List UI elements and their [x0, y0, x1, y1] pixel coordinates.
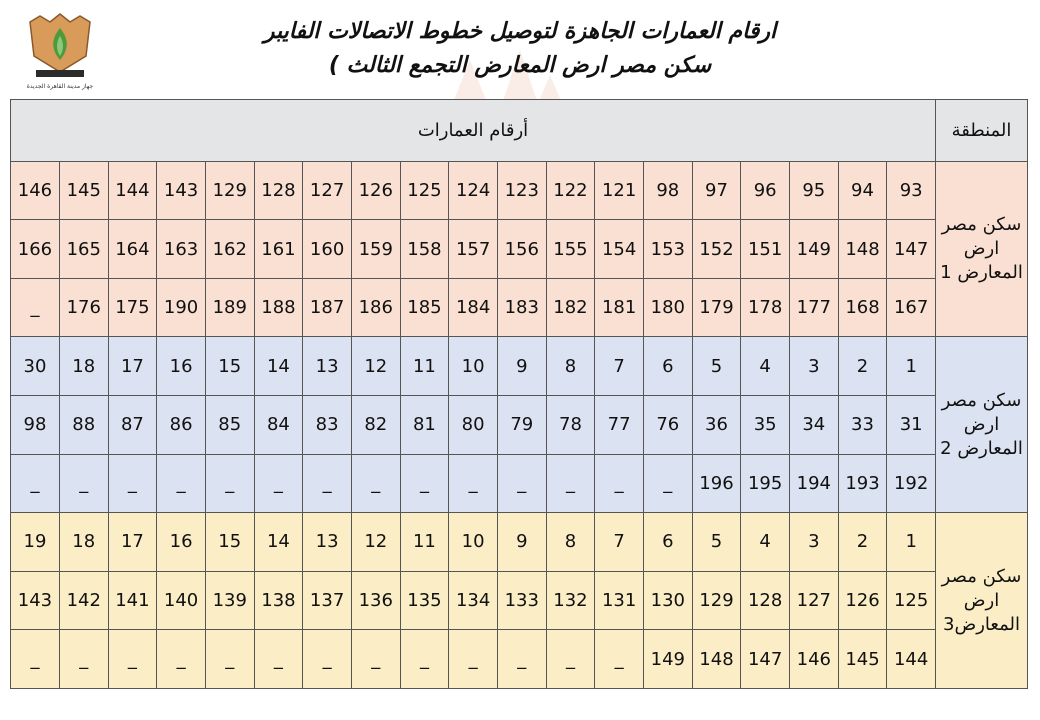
building-number-cell: 145	[838, 630, 887, 689]
building-number-cell: 17	[108, 513, 157, 572]
building-number-cell: 124	[449, 161, 498, 220]
building-number-cell: 189	[205, 278, 254, 337]
building-number-cell: 8	[546, 513, 595, 572]
building-number-cell: 127	[789, 571, 838, 630]
building-number-cell: 35	[741, 396, 790, 455]
building-number-cell: 140	[157, 571, 206, 630]
building-number-cell: _	[59, 454, 108, 513]
building-number-cell: 149	[789, 220, 838, 279]
building-number-cell: 177	[789, 278, 838, 337]
building-number-cell: 159	[351, 220, 400, 279]
building-number-cell: 12	[351, 513, 400, 572]
building-number-cell: 95	[789, 161, 838, 220]
building-number-cell: 1	[887, 337, 936, 396]
building-number-cell: 148	[692, 630, 741, 689]
building-number-cell: 187	[303, 278, 352, 337]
building-number-cell: 31	[887, 396, 936, 455]
building-number-cell: 10	[449, 337, 498, 396]
logo-emblem-icon	[22, 12, 98, 92]
building-number-cell: 165	[59, 220, 108, 279]
authority-logo	[22, 12, 98, 92]
zone-label-3: سكن مصر ارض المعارض3	[936, 513, 1028, 689]
building-number-cell: 18	[59, 513, 108, 572]
building-number-cell: 84	[254, 396, 303, 455]
building-number-cell: 86	[157, 396, 206, 455]
building-number-cell: 2	[838, 337, 887, 396]
building-number-cell: _	[108, 454, 157, 513]
building-number-cell: _	[449, 630, 498, 689]
building-number-cell: _	[59, 630, 108, 689]
table-row	[11, 337, 1028, 396]
building-number-cell: 80	[449, 396, 498, 455]
building-number-cell: 182	[546, 278, 595, 337]
building-number-cell: 5	[692, 513, 741, 572]
zone-label-1: سكن مصر ارض المعارض 1	[936, 161, 1028, 337]
building-number-cell: _	[303, 454, 352, 513]
building-number-cell: 139	[205, 571, 254, 630]
building-number-cell: 87	[108, 396, 157, 455]
building-number-cell: 188	[254, 278, 303, 337]
building-number-cell: 36	[692, 396, 741, 455]
building-number-cell: 128	[741, 571, 790, 630]
building-number-cell: _	[546, 630, 595, 689]
building-number-cell: 163	[157, 220, 206, 279]
building-number-cell: 11	[400, 337, 449, 396]
building-number-cell: 14	[254, 513, 303, 572]
building-number-cell: 144	[887, 630, 936, 689]
building-number-cell: _	[11, 630, 60, 689]
building-number-cell: 85	[205, 396, 254, 455]
building-number-cell: 181	[595, 278, 644, 337]
building-number-cell: _	[254, 454, 303, 513]
building-number-cell: _	[351, 630, 400, 689]
building-number-cell: 128	[254, 161, 303, 220]
building-number-cell: 168	[838, 278, 887, 337]
building-number-cell: 15	[205, 337, 254, 396]
building-number-cell: _	[400, 454, 449, 513]
building-number-cell: 143	[11, 571, 60, 630]
building-number-cell: 126	[838, 571, 887, 630]
building-number-cell: 137	[303, 571, 352, 630]
building-number-cell: 11	[400, 513, 449, 572]
building-number-cell: 5	[692, 337, 741, 396]
building-number-cell: _	[205, 630, 254, 689]
building-number-cell: 176	[59, 278, 108, 337]
building-number-cell: _	[157, 630, 206, 689]
building-number-cell: 192	[887, 454, 936, 513]
building-number-cell: 93	[887, 161, 936, 220]
building-number-cell: _	[11, 454, 60, 513]
building-number-cell: 96	[741, 161, 790, 220]
building-number-cell: 157	[449, 220, 498, 279]
building-number-cell: 141	[108, 571, 157, 630]
numbers-column-header: أرقام العمارات	[11, 100, 936, 162]
building-number-cell: 4	[741, 513, 790, 572]
building-number-cell: 7	[595, 337, 644, 396]
building-number-cell: 167	[887, 278, 936, 337]
table-row	[11, 278, 1028, 337]
building-number-cell: 13	[303, 513, 352, 572]
building-number-cell: 2	[838, 513, 887, 572]
building-number-cell: 3	[789, 513, 838, 572]
page-title: ارقام العمارات الجاهزة لتوصيل خطوط الاتصالات الفايبر	[263, 19, 777, 44]
logo-caption: جهاز مدينة القاهرة الجديدة	[26, 83, 94, 90]
building-number-cell: 19	[11, 513, 60, 572]
building-number-cell: 133	[497, 571, 546, 630]
building-number-cell: 190	[157, 278, 206, 337]
building-number-cell: 194	[789, 454, 838, 513]
building-number-cell: 147	[741, 630, 790, 689]
building-number-cell: 77	[595, 396, 644, 455]
table-row	[11, 513, 1028, 572]
building-number-cell: 1	[887, 513, 936, 572]
building-number-cell: 175	[108, 278, 157, 337]
building-number-cell: 156	[497, 220, 546, 279]
building-number-cell: 161	[254, 220, 303, 279]
building-number-cell: _	[497, 630, 546, 689]
building-number-cell: 10	[449, 513, 498, 572]
building-number-cell: 6	[643, 337, 692, 396]
building-number-cell: 4	[741, 337, 790, 396]
building-number-cell: _	[254, 630, 303, 689]
building-number-cell: 166	[11, 220, 60, 279]
building-number-cell: 97	[692, 161, 741, 220]
building-number-cell: 186	[351, 278, 400, 337]
building-number-cell: 15	[205, 513, 254, 572]
building-number-cell: 94	[838, 161, 887, 220]
building-number-cell: 9	[497, 337, 546, 396]
building-number-cell: 146	[11, 161, 60, 220]
building-number-cell: 122	[546, 161, 595, 220]
building-number-cell: 83	[303, 396, 352, 455]
building-number-cell: _	[400, 630, 449, 689]
building-number-cell: 195	[741, 454, 790, 513]
building-number-cell: 134	[449, 571, 498, 630]
building-number-cell: 158	[400, 220, 449, 279]
building-number-cell: 138	[254, 571, 303, 630]
building-number-cell: 8	[546, 337, 595, 396]
table-header-row	[11, 100, 1028, 162]
building-number-cell: 153	[643, 220, 692, 279]
building-number-cell: _	[351, 454, 400, 513]
building-number-cell: 183	[497, 278, 546, 337]
building-number-cell: 30	[11, 337, 60, 396]
building-number-cell: 34	[789, 396, 838, 455]
building-number-cell: 129	[205, 161, 254, 220]
building-number-cell: 155	[546, 220, 595, 279]
page-header	[150, 14, 890, 82]
building-number-cell: 126	[351, 161, 400, 220]
building-number-cell: _	[205, 454, 254, 513]
building-number-cell: 129	[692, 571, 741, 630]
building-number-cell: 98	[643, 161, 692, 220]
building-number-cell: 131	[595, 571, 644, 630]
building-number-cell: 98	[11, 396, 60, 455]
building-number-cell: 151	[741, 220, 790, 279]
table-row	[11, 396, 1028, 455]
building-number-cell: 123	[497, 161, 546, 220]
building-number-cell: 17	[108, 337, 157, 396]
table-row	[11, 630, 1028, 689]
building-number-cell: _	[449, 454, 498, 513]
building-number-cell: 14	[254, 337, 303, 396]
building-number-cell: 164	[108, 220, 157, 279]
table-row	[11, 571, 1028, 630]
building-number-cell: 135	[400, 571, 449, 630]
page-subtitle: سكن مصر ارض المعارض التجمع الثالث )	[328, 53, 712, 78]
building-number-cell: _	[643, 454, 692, 513]
table-row	[11, 161, 1028, 220]
table-row	[11, 220, 1028, 279]
building-number-cell: _	[108, 630, 157, 689]
building-number-cell: 18	[59, 337, 108, 396]
building-number-cell: 88	[59, 396, 108, 455]
building-number-cell: 144	[108, 161, 157, 220]
building-number-cell: 146	[789, 630, 838, 689]
building-number-cell: _	[157, 454, 206, 513]
buildings-table	[10, 99, 1028, 689]
building-number-cell: 147	[887, 220, 936, 279]
building-number-cell: 152	[692, 220, 741, 279]
building-number-cell: 13	[303, 337, 352, 396]
building-number-cell: 142	[59, 571, 108, 630]
building-number-cell: 193	[838, 454, 887, 513]
building-number-cell: _	[546, 454, 595, 513]
building-number-cell: 16	[157, 513, 206, 572]
building-number-cell: 136	[351, 571, 400, 630]
building-number-cell: 78	[546, 396, 595, 455]
building-number-cell: 185	[400, 278, 449, 337]
building-number-cell: 149	[643, 630, 692, 689]
building-number-cell: 143	[157, 161, 206, 220]
building-number-cell: 6	[643, 513, 692, 572]
building-number-cell: 196	[692, 454, 741, 513]
building-number-cell: 148	[838, 220, 887, 279]
building-number-cell: 82	[351, 396, 400, 455]
building-number-cell: 162	[205, 220, 254, 279]
building-number-cell: 180	[643, 278, 692, 337]
building-number-cell: 121	[595, 161, 644, 220]
building-number-cell: 16	[157, 337, 206, 396]
building-number-cell: 125	[400, 161, 449, 220]
building-number-cell: 7	[595, 513, 644, 572]
building-number-cell: 130	[643, 571, 692, 630]
building-number-cell: 3	[789, 337, 838, 396]
building-number-cell: 33	[838, 396, 887, 455]
zone-label-2: سكن مصر ارض المعارض 2	[936, 337, 1028, 513]
building-number-cell: _	[11, 278, 60, 337]
building-number-cell: _	[497, 454, 546, 513]
building-number-cell: 145	[59, 161, 108, 220]
zone-column-header: المنطقة	[936, 100, 1028, 162]
building-number-cell: 79	[497, 396, 546, 455]
building-number-cell: 9	[497, 513, 546, 572]
table-row	[11, 454, 1028, 513]
building-number-cell: _	[595, 630, 644, 689]
building-number-cell: _	[595, 454, 644, 513]
building-number-cell: 76	[643, 396, 692, 455]
building-number-cell: 160	[303, 220, 352, 279]
building-number-cell: 12	[351, 337, 400, 396]
building-number-cell: 127	[303, 161, 352, 220]
building-number-cell: 184	[449, 278, 498, 337]
building-number-cell: 125	[887, 571, 936, 630]
building-number-cell: 179	[692, 278, 741, 337]
building-number-cell: 154	[595, 220, 644, 279]
building-number-cell: 132	[546, 571, 595, 630]
building-number-cell: 81	[400, 396, 449, 455]
building-number-cell: 178	[741, 278, 790, 337]
building-number-cell: _	[303, 630, 352, 689]
